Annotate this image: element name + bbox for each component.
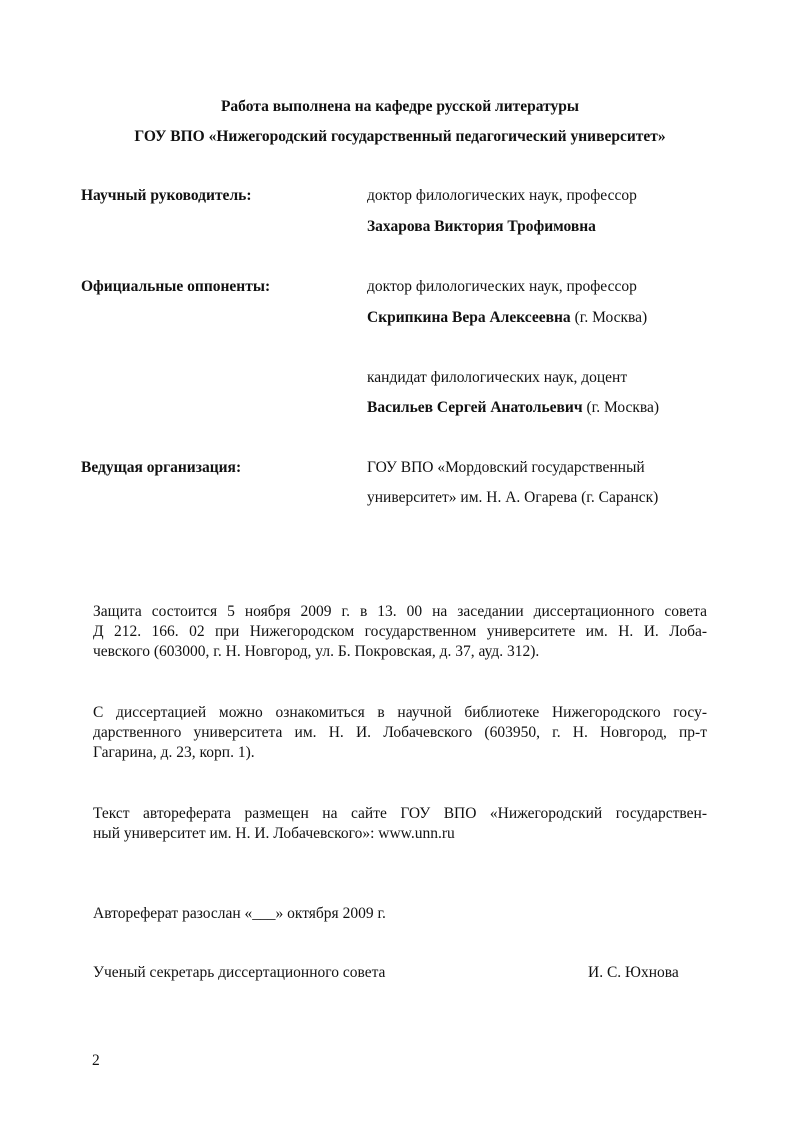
supervisor-label: Научный руководитель:	[81, 187, 252, 204]
website-line: Текст автореферата размещен на сайте ГОУ ВПО «Нижегородский государствен-	[93, 805, 707, 822]
website-paragraph	[93, 804, 707, 844]
library-line: Гагарина, д. 23, корп. 1).	[93, 744, 255, 761]
header-university: ГОУ ВПО «Нижегородский государственный педагогический университет»	[134, 128, 666, 145]
defense-paragraph	[93, 602, 707, 662]
opponent-1-name: Скрипкина Вера Алексеевна (г. Москва)	[367, 309, 648, 326]
page-number: 2	[92, 1052, 100, 1069]
opponents-label: Официальные оппоненты:	[81, 278, 271, 295]
leading-org-line2: университет» им. Н. А. Огарева (г. Саранск)	[367, 489, 659, 506]
opponent-2-name: Васильев Сергей Анатольевич (г. Москва)	[367, 399, 660, 416]
library-line: дарственного университета им. Н. И. Лобачевского (603950, г. Н. Новгород, пр-т	[93, 724, 707, 741]
header-department: Работа выполнена на кафедре русской литературы	[220, 98, 580, 115]
secretary-name: И. С. Юхнова	[588, 964, 679, 981]
supervisor-degree: доктор филологических наук, профессор	[367, 187, 637, 204]
distribution-line: Автореферат разослан «___» октября 2009 г.	[93, 905, 386, 922]
leading-org-label: Ведущая организация:	[81, 459, 242, 476]
distribution-date	[93, 904, 707, 924]
defense-line: чевского (603000, г. Н. Новгород, ул. Б. Покровская, д. 37, ауд. 312).	[93, 643, 540, 660]
library-paragraph	[93, 703, 707, 763]
opponent-1-degree: доктор филологических наук, профессор	[367, 278, 637, 295]
secretary-title: Ученый секретарь диссертационного совета	[93, 964, 386, 981]
opponent-2-degree: кандидат филологических наук, доцент	[367, 369, 628, 386]
library-line: С диссертацией можно ознакомиться в научной библиотеке Нижегородского госу-	[93, 704, 707, 721]
leading-org-line1: ГОУ ВПО «Мордовский государственный	[367, 459, 645, 476]
supervisor-name: Захарова Виктория Трофимовна	[367, 218, 596, 235]
defense-line: Д 212. 166. 02 при Нижегородском государственном университете им. Н. И. Лоба-	[93, 623, 707, 640]
defense-line: Защита состоится 5 ноября 2009 г. в 13. 00 на заседании диссертационного совета	[93, 603, 707, 620]
website-line: ный университет им. Н. И. Лобачевского»: www.unn.ru	[93, 825, 455, 842]
